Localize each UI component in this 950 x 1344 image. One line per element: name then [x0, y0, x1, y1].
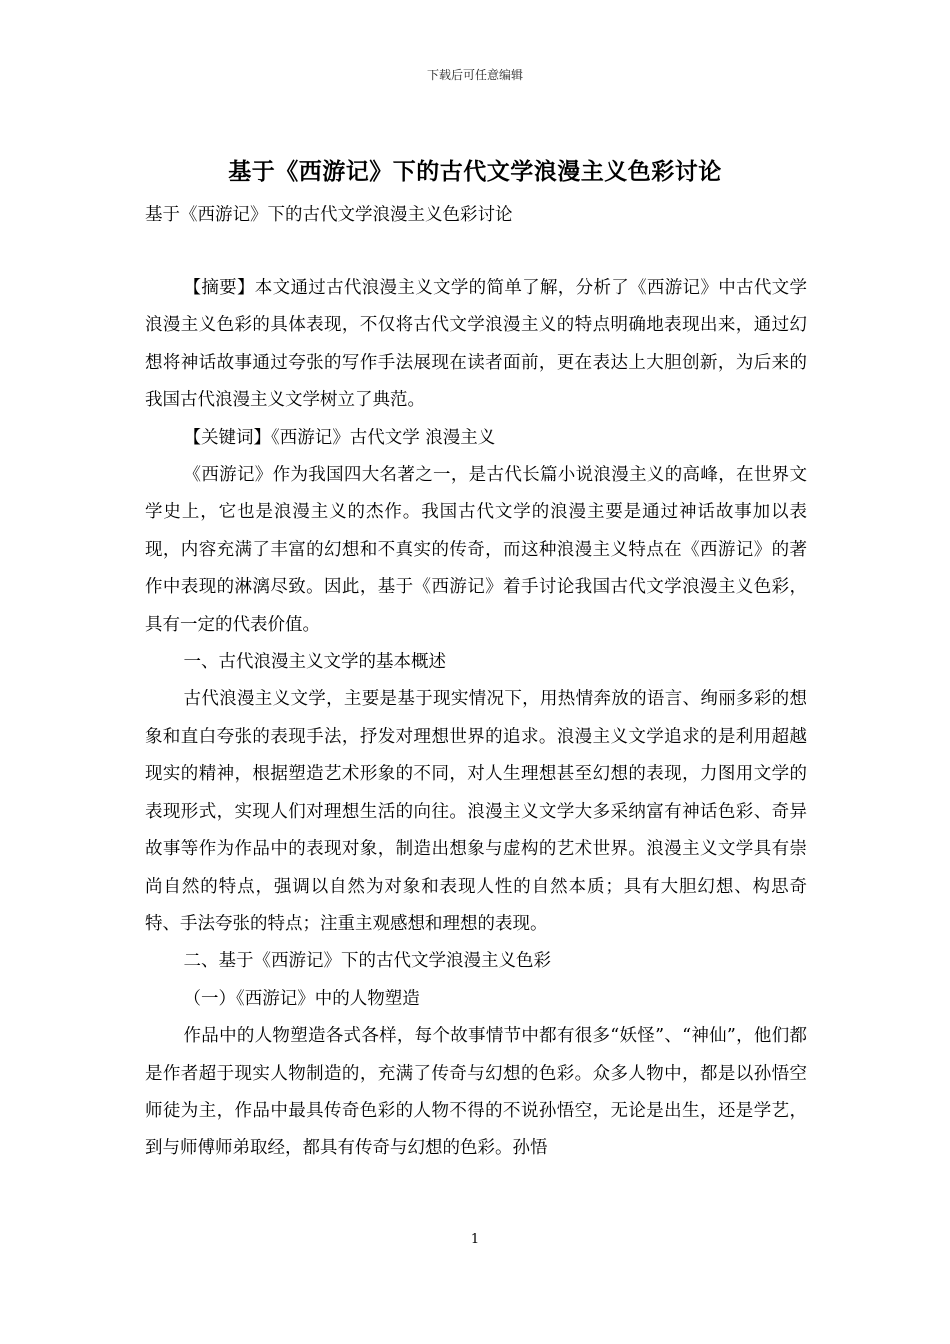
subsection-1-paragraph: 作品中的人物塑造各式各样，每个故事情节中都有很多“妖怪”、“神仙”，他们都是作者超于现实人物制造的，充满了传奇与幻想的色彩。众多人物中，都是以孙悟空师徒为主，作品中最具传奇色彩的人物不得的不说孙悟空，无论是出生，还是学艺，到与师傅师弟取经，都具有传奇与幻想的色彩。孙悟 [145, 1026, 807, 1159]
document-body [145, 270, 807, 1168]
intro-paragraph: 《西游记》作为我国四大名著之一，是古代长篇小说浪漫主义的高峰，在世界文学史上，它也是浪漫主义的杰作。我国古代文学的浪漫主要是通过神话故事加以表现，内容充满了丰富的幻想和不真实的传奇，而这种浪漫主义特点在《西游记》的著作中表现的淋漓尽致。因此，基于《西游记》着手讨论我国古代文学浪漫主义色彩，具有一定的代表价值。 [145, 465, 807, 635]
document-subtitle: 基于《西游记》下的古代文学浪漫主义色彩讨论 [145, 205, 513, 225]
document-title: 基于《西游记》下的古代文学浪漫主义色彩讨论 [228, 158, 722, 185]
section-1-paragraph: 古代浪漫主义文学，主要是基于现实情况下，用热情奔放的语言、绚丽多彩的想象和直白夸张的表现手法，抒发对理想世界的追求。浪漫主义文学追求的是利用超越现实的精神，根据塑造艺术形象的不同，对人生理想甚至幻想的表现，力图用文学的表现形式，实现人们对理想生活的向往。浪漫主义文学大多采纳富有神话色彩、奇异故事等作为作品中的表现对象，制造出想象与虚构的艺术世界。浪漫主义文学具有崇尚自然的特点，强调以自然为对象和表现人性的自然本质；具有大胆幻想、构思奇特、手法夸张的特点；注重主观感想和理想的表现。 [145, 689, 807, 934]
page-number: 1 [470, 1232, 480, 1247]
keywords-paragraph: 【关键词】《西游记》古代文学 浪漫主义 [183, 427, 496, 448]
section-heading-2: 二、基于《西游记》下的古代文学浪漫主义色彩 [183, 951, 551, 972]
subsection-heading-1: （一）《西游记》中的人物塑造 [183, 988, 420, 1009]
abstract-paragraph: 【摘要】本文通过古代浪漫主义文学的简单了解，分析了《西游记》中古代文学浪漫主义色彩的具体表现，不仅将古代文学浪漫主义的特点明确地表现出来，通过幻想将神话故事通过夸张的写作手法展现在读者面前，更在表达上大胆创新，为后来的我国古代浪漫主义文学树立了典范。 [145, 278, 807, 411]
section-heading-1: 一、古代浪漫主义文学的基本概述 [183, 652, 446, 673]
header-note: 下载后可任意编辑 [426, 68, 523, 82]
